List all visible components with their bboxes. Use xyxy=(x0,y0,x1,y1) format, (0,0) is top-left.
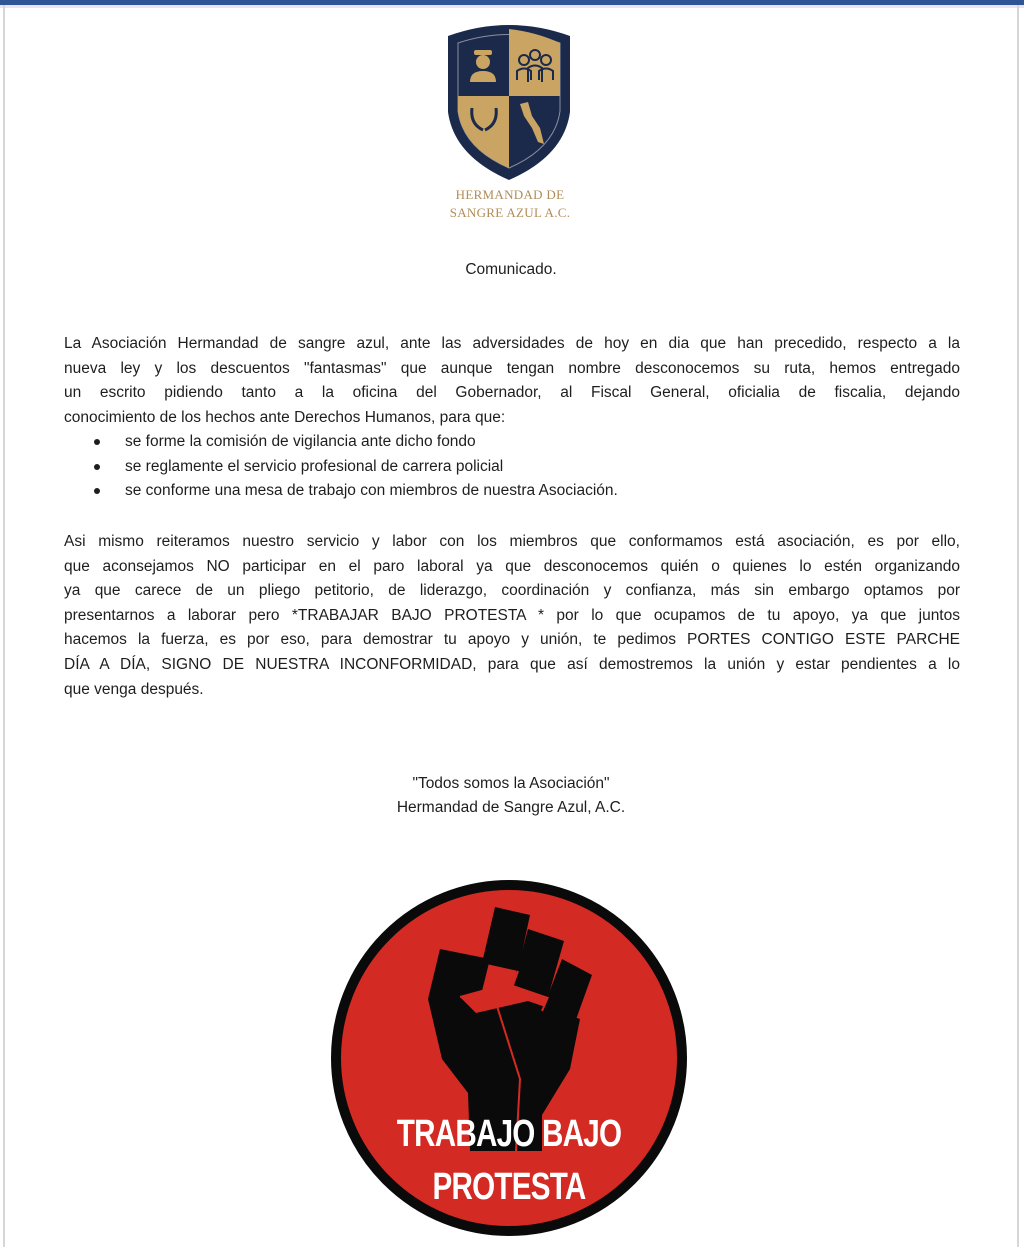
motto-line: "Todos somos la Asociación" xyxy=(412,775,610,792)
text-line: un escrito pidiendo tanto a la oficina del Gobernador, al Fiscal General, oficialia de fiscalia, dejando xyxy=(64,384,960,402)
text-line: conocimiento de los hechos ante Derechos Humanos, para que: xyxy=(64,408,506,426)
org-name-line1: HERMANDAD DE xyxy=(455,187,565,202)
list-item-text: se conforme una mesa de trabajo con miembros de nuestra Asociación. xyxy=(125,482,618,500)
list-item xyxy=(92,455,618,480)
bullet-icon xyxy=(94,439,100,445)
list-item-text: se reglamente el servicio profesional de carrera policial xyxy=(125,457,504,475)
page-left-edge xyxy=(3,5,5,1247)
page-right-edge xyxy=(1017,5,1019,1247)
text-line: La Asociación Hermandad de sangre azul, ante las adversidades de hoy en dia que han precedido, respecto a la xyxy=(64,335,960,352)
text-line: presentarnos a laborar pero *TRABAJAR BAJO PROTESTA * por lo que ocupamos de tu apoyo, ya que juntos xyxy=(64,606,960,624)
paragraph-intro xyxy=(64,332,960,430)
text-line: que venga después. xyxy=(64,680,204,698)
shield-crest-icon xyxy=(444,16,574,182)
top-bar-shadow xyxy=(0,5,1024,8)
demands-list xyxy=(92,430,618,504)
paragraph-body xyxy=(64,530,960,702)
bullet-icon xyxy=(94,464,100,470)
signature-block xyxy=(0,772,1022,820)
list-item xyxy=(92,430,618,455)
text-line: DÍA A DÍA, SIGNO DE NUESTRA INCONFORMIDAD, para que así demostremos la unión y estar pendientes a lo xyxy=(64,655,960,673)
text-line: hacemos la fuerza, es por eso, para demostrar tu apoyo y unión, te pedimos PORTES CONTIGO ESTE PARCHE xyxy=(64,631,960,649)
org-name xyxy=(400,186,620,222)
badge-text-line2: PROTESTA xyxy=(432,1166,586,1208)
text-line: nueva ley y los descuentos "fantasmas" que aunque tengan nombre desconocemos su ruta, hemos entregado xyxy=(64,359,960,377)
list-item-text: se forme la comisión de vigilancia ante dicho fondo xyxy=(125,433,476,450)
org-name-line2: SANGRE AZUL A.C. xyxy=(449,205,571,220)
text-line: Asi mismo reiteramos nuestro servicio y labor con los miembros que conformamos está asociación, es por ello, xyxy=(64,533,960,550)
text-line: que aconsejamos NO participar en el paro laboral ya que desconocemos quién o quienes lo estén organizando xyxy=(64,557,960,575)
document-title: Comunicado. xyxy=(465,261,557,278)
badge-text-line1: TRABAJO BAJO xyxy=(396,1113,622,1155)
text-line: ya que carece de un pliego petitorio, de liderazgo, coordinación y confianza, más sin embargo optamos por xyxy=(64,582,960,600)
signature-line: Hermandad de Sangre Azul, A.C. xyxy=(396,799,626,816)
bullet-icon xyxy=(94,488,100,494)
list-item xyxy=(92,479,618,504)
